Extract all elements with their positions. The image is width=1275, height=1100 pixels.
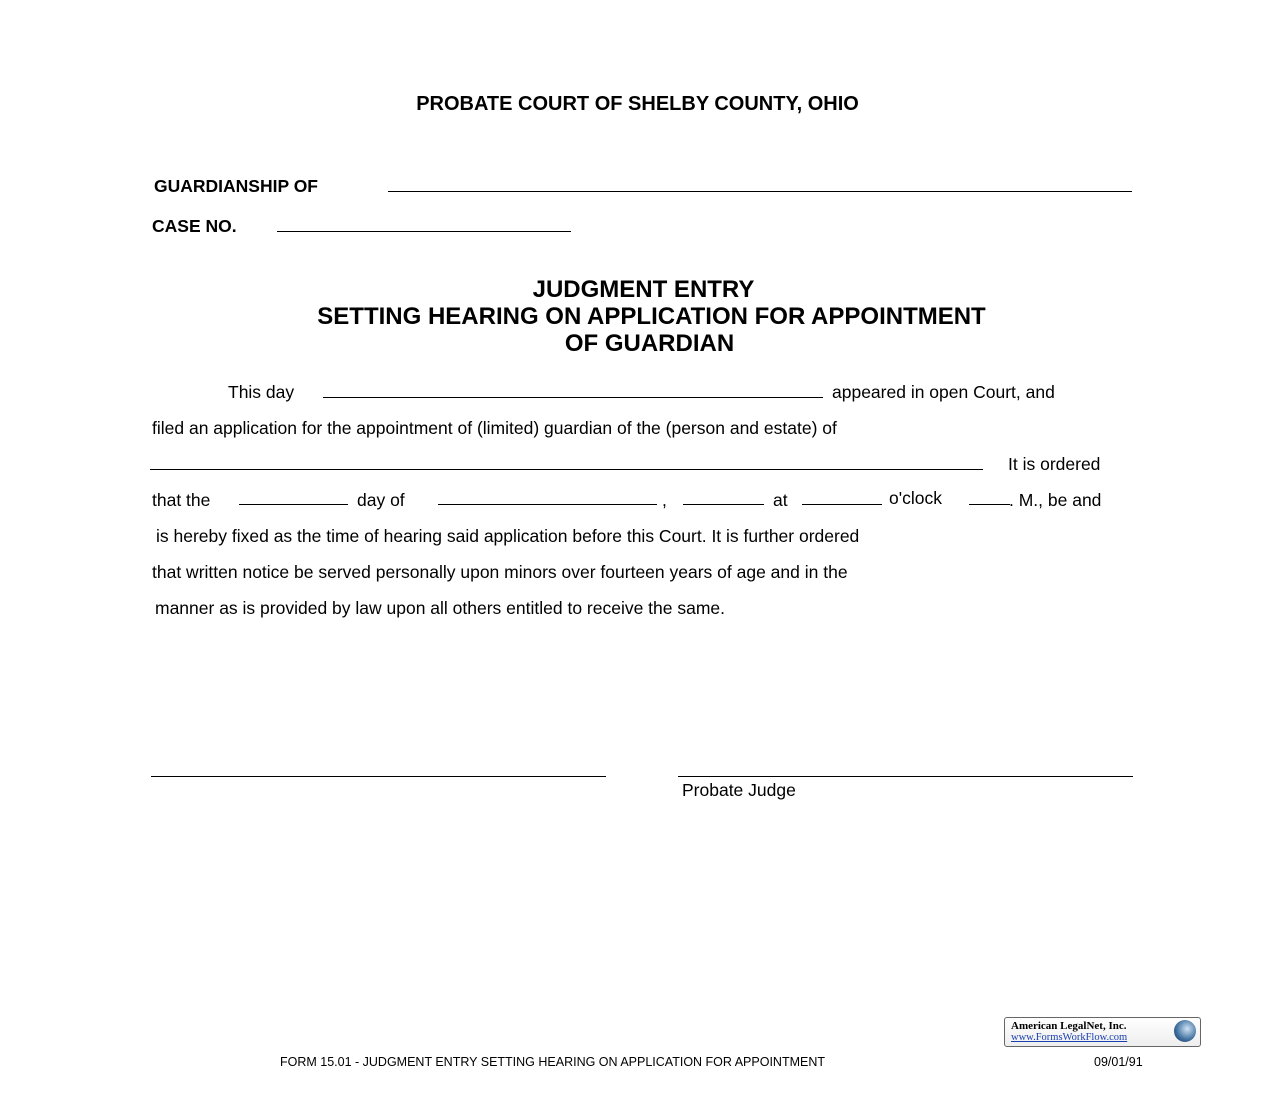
guardianship-field[interactable] <box>388 191 1132 192</box>
title-line-3: OF GUARDIAN <box>564 330 735 357</box>
am-pm-field[interactable] <box>969 504 1010 505</box>
day-field[interactable] <box>239 504 348 505</box>
footer-date: 09/01/91 <box>1094 1055 1143 1069</box>
probate-judge-label: Probate Judge <box>682 780 796 800</box>
title-line-2: SETTING HEARING ON APPLICATION FOR APPOINTMENT <box>317 303 986 330</box>
body-text: day of <box>357 490 405 510</box>
body-text: This day <box>228 382 295 402</box>
body-text: , <box>662 490 667 510</box>
body-text: is hereby fixed as the time of hearing said application before this Court. It is further ordered <box>156 526 860 546</box>
judge-signature-line[interactable] <box>678 776 1133 777</box>
guardianship-label: GUARDIANSHIP OF <box>154 176 318 196</box>
month-field[interactable] <box>438 504 657 505</box>
logo-url[interactable]: www.FormsWorkFlow.com <box>1011 1032 1128 1043</box>
footer-form-label: FORM 15.01 - JUDGMENT ENTRY SETTING HEARING ON APPLICATION FOR APPOINTMENT <box>280 1055 825 1069</box>
case-no-label: CASE NO. <box>152 216 237 236</box>
body-text: filed an application for the appointment of (limited) guardian of the (person and estate) of <box>152 418 837 438</box>
year-field[interactable] <box>683 504 764 505</box>
body-text: at <box>773 490 788 510</box>
body-text: . M., be and <box>1009 490 1102 510</box>
applicant-field[interactable] <box>323 397 823 398</box>
body-text: manner as is provided by law upon all others entitled to receive the same. <box>155 598 726 618</box>
title-line-1: JUDGMENT ENTRY <box>532 276 755 303</box>
body-text: It is ordered <box>1008 454 1101 474</box>
case-no-field[interactable] <box>277 231 571 232</box>
american-legalnet-logo[interactable] <box>1004 1017 1201 1047</box>
globe-icon <box>1174 1020 1196 1042</box>
logo-name: American LegalNet, Inc. <box>1011 1020 1127 1032</box>
body-text: o'clock <box>889 488 942 508</box>
time-field[interactable] <box>802 504 882 505</box>
ward-name-field[interactable] <box>150 469 983 470</box>
body-text: appeared in open Court, and <box>832 382 1055 402</box>
body-text: that written notice be served personally upon minors over fourteen years of age and in the <box>152 562 848 582</box>
court-heading: PROBATE COURT OF SHELBY COUNTY, OHIO <box>416 93 859 115</box>
left-signature-line[interactable] <box>151 776 606 777</box>
body-text: that the <box>152 490 211 510</box>
